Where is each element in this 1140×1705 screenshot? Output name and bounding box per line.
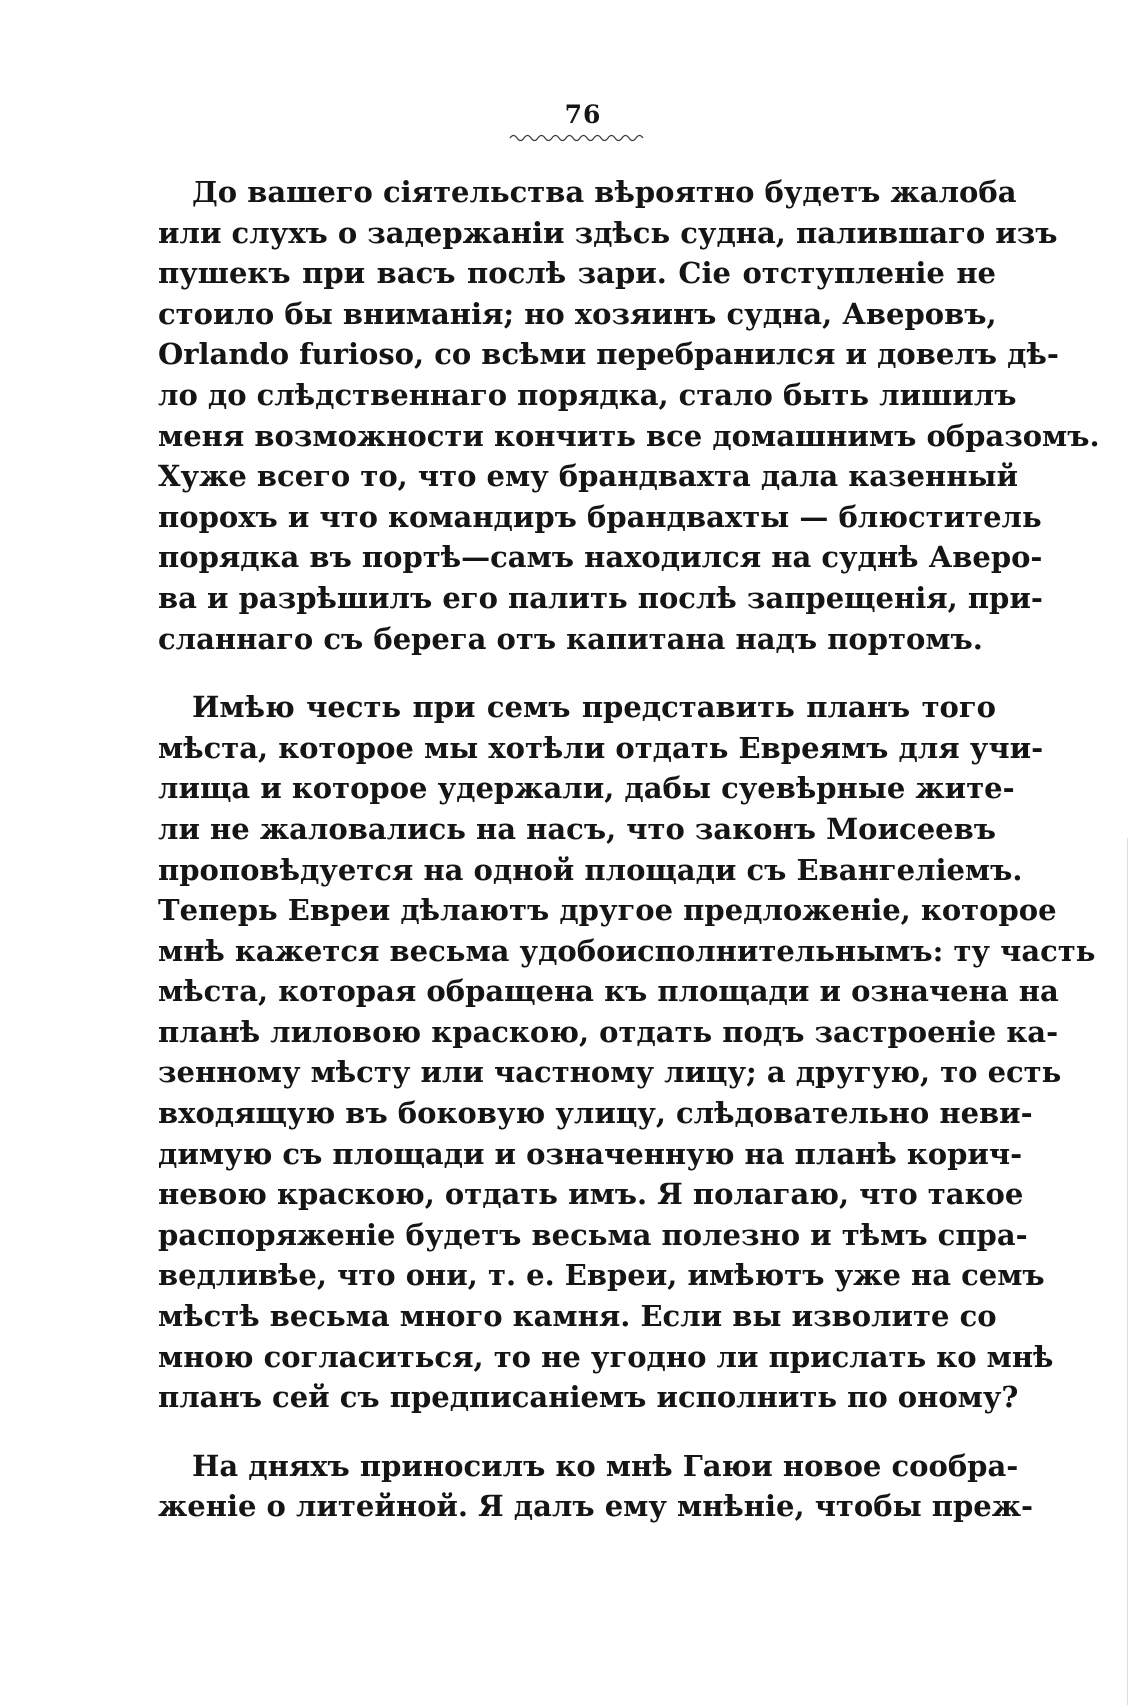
text-line: планѣ лиловою краскою, отдать подъ застроеніе ка- (158, 1014, 1059, 1049)
text-line: сланнаго съ берега отъ капитана надъ портомъ. (158, 621, 983, 656)
paragraph-gap (158, 1418, 996, 1446)
text-line: ло до слѣдственнаго порядка, стало быть лишилъ (158, 377, 1017, 412)
text-line: мѣстѣ весьма много камня. Если вы изволите со (158, 1299, 997, 1334)
text-line: или слухъ о задержаніи здѣсь судна, палившаго изъ (158, 215, 1058, 250)
text-line: До вашего сіятельства вѣроятно будетъ жалоба (192, 175, 1017, 209)
text-line: зенному мѣсту или частному лицу; а другую, то есть (158, 1055, 1062, 1090)
page-number: 76 (564, 100, 602, 129)
text-line: входящую въ боковую улицу, слѣдовательно неви- (158, 1096, 1033, 1131)
text-line: распоряженіе будетъ весьма полезно и тѣмъ спра- (158, 1217, 1028, 1252)
text-line: невою краскою, отдать имъ. Я полагаю, что такое (158, 1177, 1024, 1212)
text-line: ва и разрѣшилъ его палить послѣ запрещенія, при- (158, 580, 1043, 615)
text-line: мѣста, которая обращена къ площади и означена на (158, 974, 1059, 1009)
text-line: меня возможности кончить все домашнимъ образомъ. (158, 418, 1100, 453)
text-line: мною согласиться, то не угодно ли прислать ко мнѣ (158, 1339, 1054, 1374)
text-line: ли не жаловались на насъ, что законъ Моисеевъ (158, 811, 996, 846)
text-line: Теперь Евреи дѣлаютъ другое предложеніе, которое (158, 893, 1057, 928)
text-line: На дняхъ приносилъ ко мнѣ Гаюи новое сообра- (192, 1448, 1019, 1483)
text-line: лища и которое удержали, дабы суевѣрные жите- (158, 771, 1015, 806)
paragraph (158, 687, 1096, 1418)
text-line: проповѣдуется на одной площади съ Евангеліемъ. (158, 852, 1023, 887)
text-line: Orlando furioso, со всѣми перебранился и довелъ дѣ- (158, 337, 1059, 372)
text-line: ведливѣе, что они, т. е. Евреи, имѣютъ уже на семъ (158, 1258, 1045, 1293)
body-text (158, 172, 1100, 1527)
paragraph (158, 1446, 1034, 1527)
wavy-ornament-icon (508, 132, 644, 142)
text-line: мнѣ кажется весьма удобоисполнительнымъ: ту часть (158, 933, 1096, 968)
text-line: женіе о литейной. Я далъ ему мнѣніе, чтобы преж- (158, 1489, 1034, 1524)
text-line: стоило бы вниманія; но хозяинъ судна, Аверовъ, (158, 296, 997, 331)
page-number-area (0, 100, 1140, 129)
paragraph (158, 172, 1100, 659)
text-line: планъ сей съ предписаніемъ исполнить по оному? (158, 1380, 1019, 1415)
page-edge-line (1127, 838, 1128, 1705)
text-line: димую съ площади и означенную на планѣ корич- (158, 1136, 1023, 1171)
text-line: пушекъ при васъ послѣ зари. Сіе отступленіе не (158, 256, 996, 291)
text-line: порядка въ портѣ—самъ находился на суднѣ Аверо- (158, 540, 1043, 575)
text-line: мѣста, которое мы хотѣли отдать Евреямъ для учи- (158, 730, 1044, 765)
paragraph-gap (158, 659, 996, 687)
text-line: порохъ и что командиръ брандвахты — блюститель (158, 499, 1042, 534)
text-line: Хуже всего то, что ему брандвахта дала казенный (158, 459, 1019, 494)
text-line: Имѣю честь при семъ представить планъ того (192, 690, 996, 725)
